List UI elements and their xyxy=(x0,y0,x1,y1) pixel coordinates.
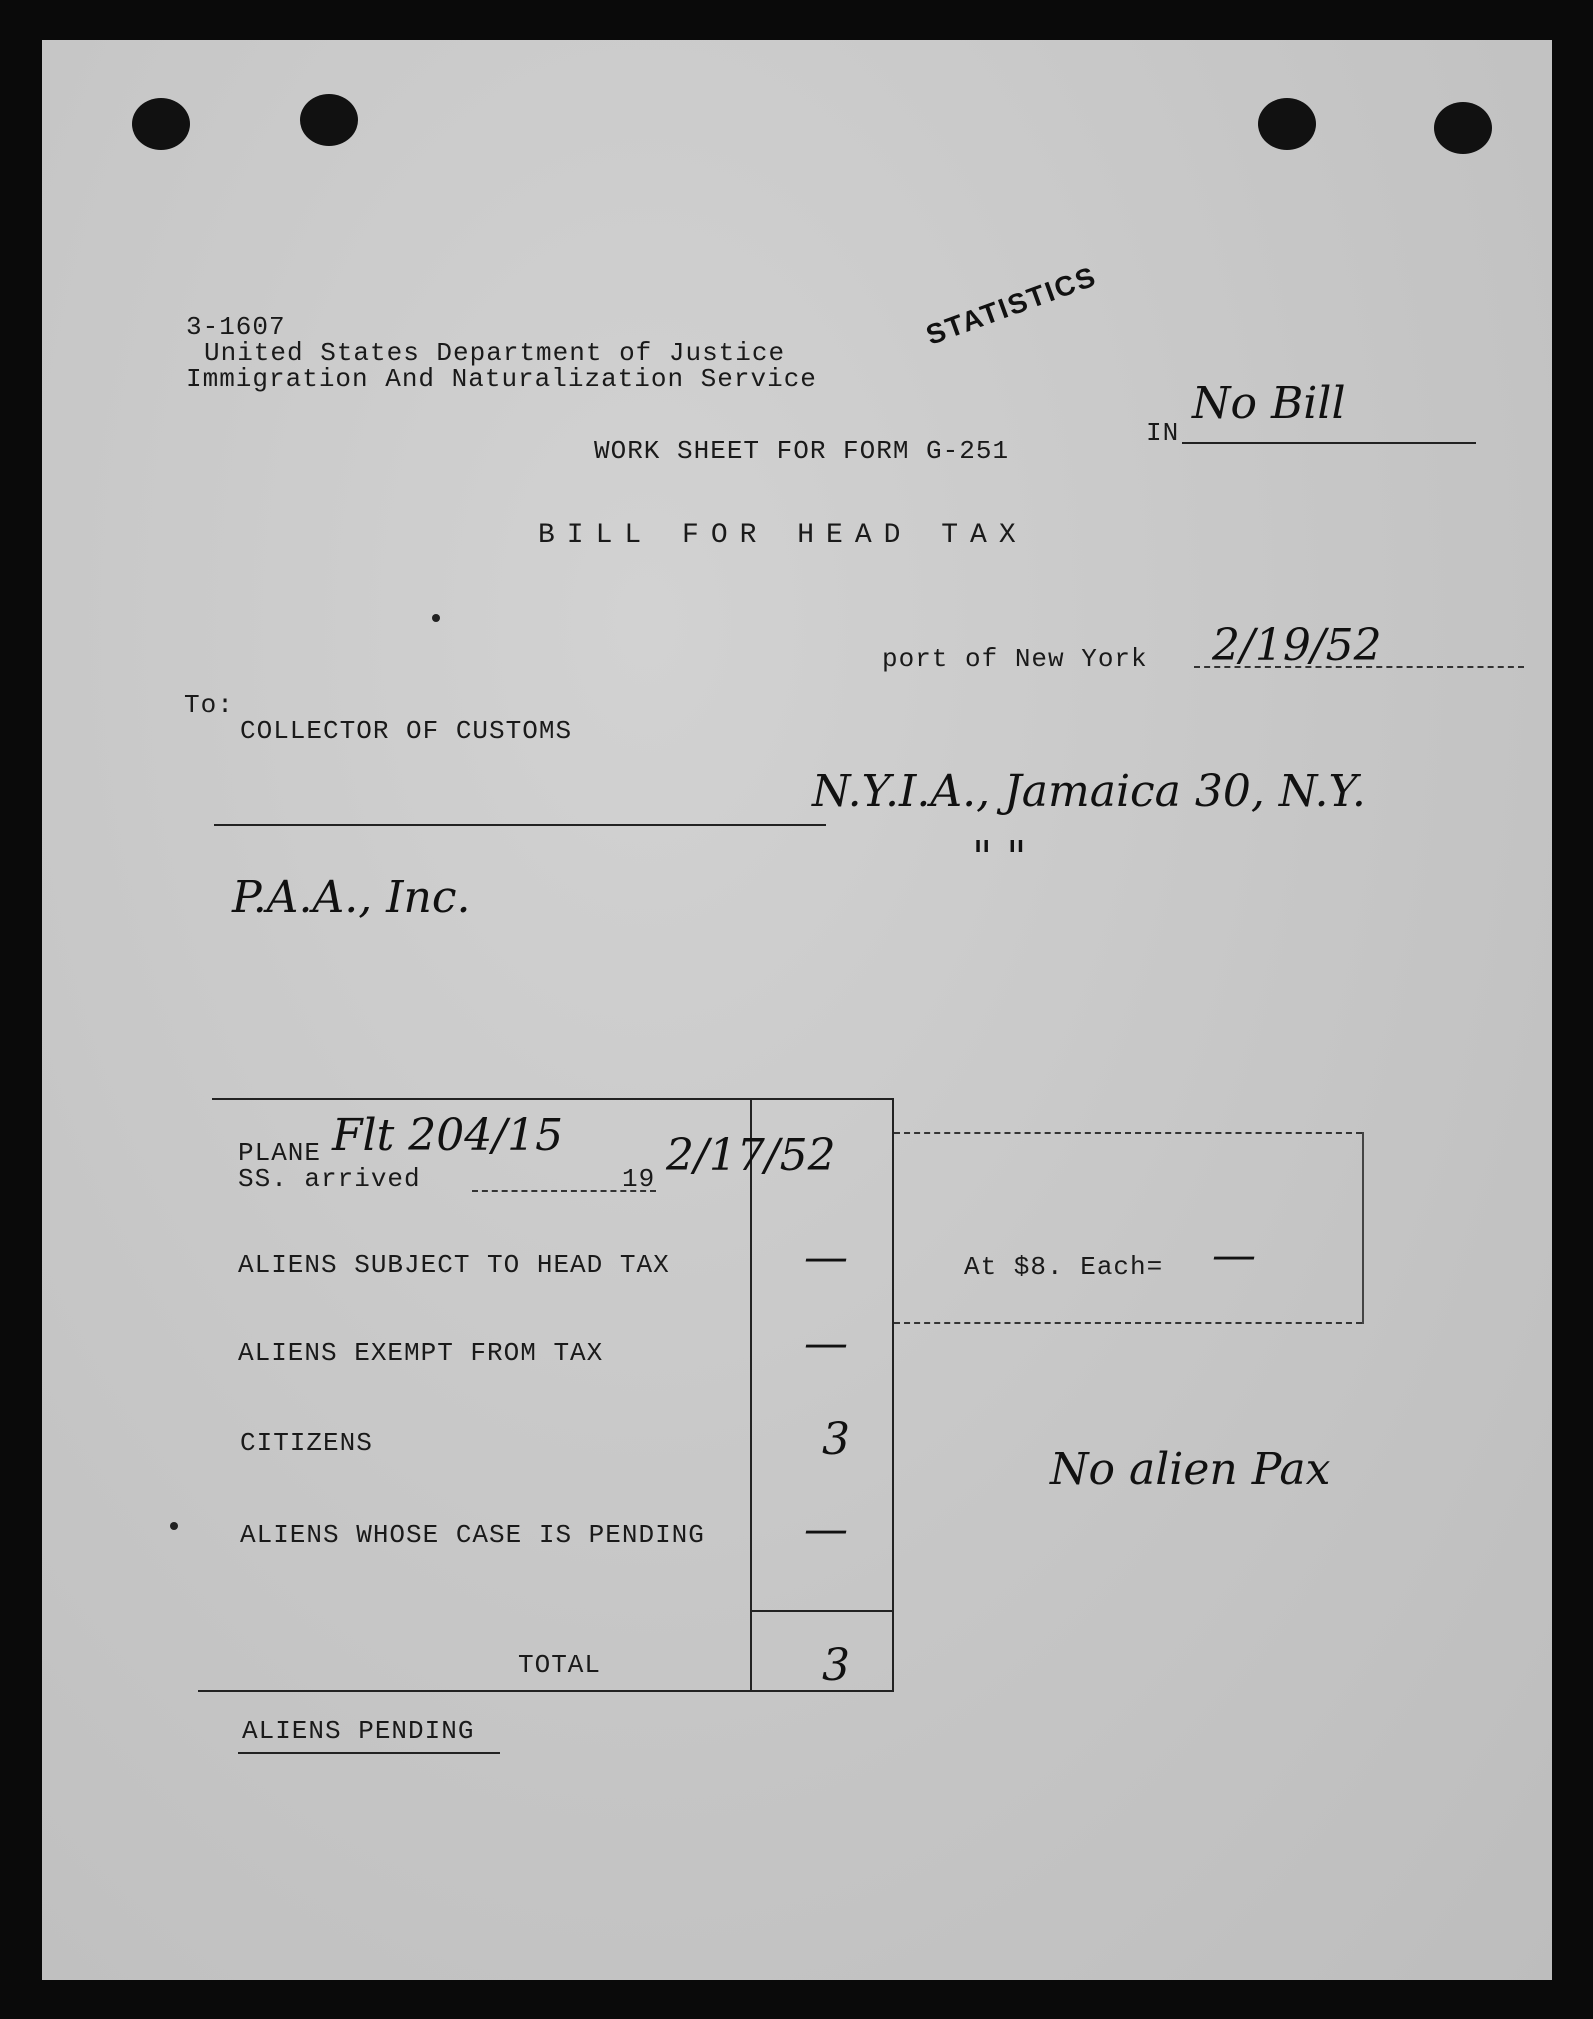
form-number: 3-1607 xyxy=(186,312,286,342)
total-value: 3 xyxy=(822,1640,850,1691)
row-label: CITIZENS xyxy=(240,1428,373,1458)
speck xyxy=(170,1522,178,1530)
row-value: — xyxy=(804,1232,848,1283)
addressee-name: COLLECTOR OF CUSTOMS xyxy=(240,716,573,746)
speck xyxy=(432,614,440,622)
row-value: — xyxy=(804,1318,848,1369)
row-label: ALIENS EXEMPT FROM TAX xyxy=(238,1338,604,1368)
table-top-rule xyxy=(212,1098,892,1100)
bill-title: BILL FOR HEAD TAX xyxy=(538,520,1028,551)
in-underline xyxy=(1182,442,1476,444)
port-date-line xyxy=(1194,666,1524,668)
aliens-pending-underline xyxy=(238,1752,500,1754)
plane-label: PLANE xyxy=(238,1138,322,1168)
table-bottom-rule xyxy=(198,1690,894,1692)
year-prefix: 19 xyxy=(622,1164,656,1194)
port-label: port of New York xyxy=(882,644,1148,674)
table-col-rule xyxy=(750,1098,752,1690)
row-value: — xyxy=(804,1504,848,1555)
flight-handwritten: Flt 204/15 xyxy=(332,1110,564,1161)
rate-box-bottom xyxy=(894,1322,1362,1324)
address-line xyxy=(214,824,826,826)
rate-label: At $8. Each= xyxy=(964,1252,1164,1282)
row-label: ALIENS SUBJECT TO HEAD TAX xyxy=(238,1250,670,1280)
document-page xyxy=(42,40,1552,1980)
row-label: ALIENS WHOSE CASE IS PENDING xyxy=(240,1520,705,1550)
to-label: To: xyxy=(184,690,234,720)
rate-box-right xyxy=(1362,1132,1364,1324)
row-value: 3 xyxy=(822,1414,850,1465)
rate-value: — xyxy=(1212,1230,1256,1281)
in-handwritten: No Bill xyxy=(1192,378,1346,429)
carrier-handwritten: P.A.A., Inc. xyxy=(232,872,471,923)
in-label: IN xyxy=(1146,418,1180,448)
port-date: 2/19/52 xyxy=(1212,620,1382,671)
punch-hole xyxy=(300,94,358,146)
rate-box-top xyxy=(894,1132,1362,1134)
ditto-marks: " " xyxy=(972,832,1027,883)
total-label: TOTAL xyxy=(518,1650,602,1680)
punch-hole xyxy=(1258,98,1316,150)
punch-hole xyxy=(1434,102,1492,154)
table-subtotal-rule xyxy=(752,1610,894,1612)
location-handwritten: N.Y.I.A., Jamaica 30, N.Y. xyxy=(812,766,1366,817)
service-name: Immigration And Naturalization Service xyxy=(186,364,817,394)
department-name: United States Department of Justice xyxy=(204,338,786,368)
ss-arrived-label: SS. arrived xyxy=(238,1164,421,1194)
table-right-rule xyxy=(892,1098,894,1692)
arrival-date-handwritten: 2/17/52 xyxy=(666,1130,836,1181)
worksheet-title: WORK SHEET FOR FORM G-251 xyxy=(594,436,1010,466)
aliens-pending-label: ALIENS PENDING xyxy=(242,1716,475,1746)
note-handwritten: No alien Pax xyxy=(1050,1444,1331,1495)
statistics-stamp: STATISTICS xyxy=(921,260,1101,351)
punch-hole xyxy=(132,98,190,150)
